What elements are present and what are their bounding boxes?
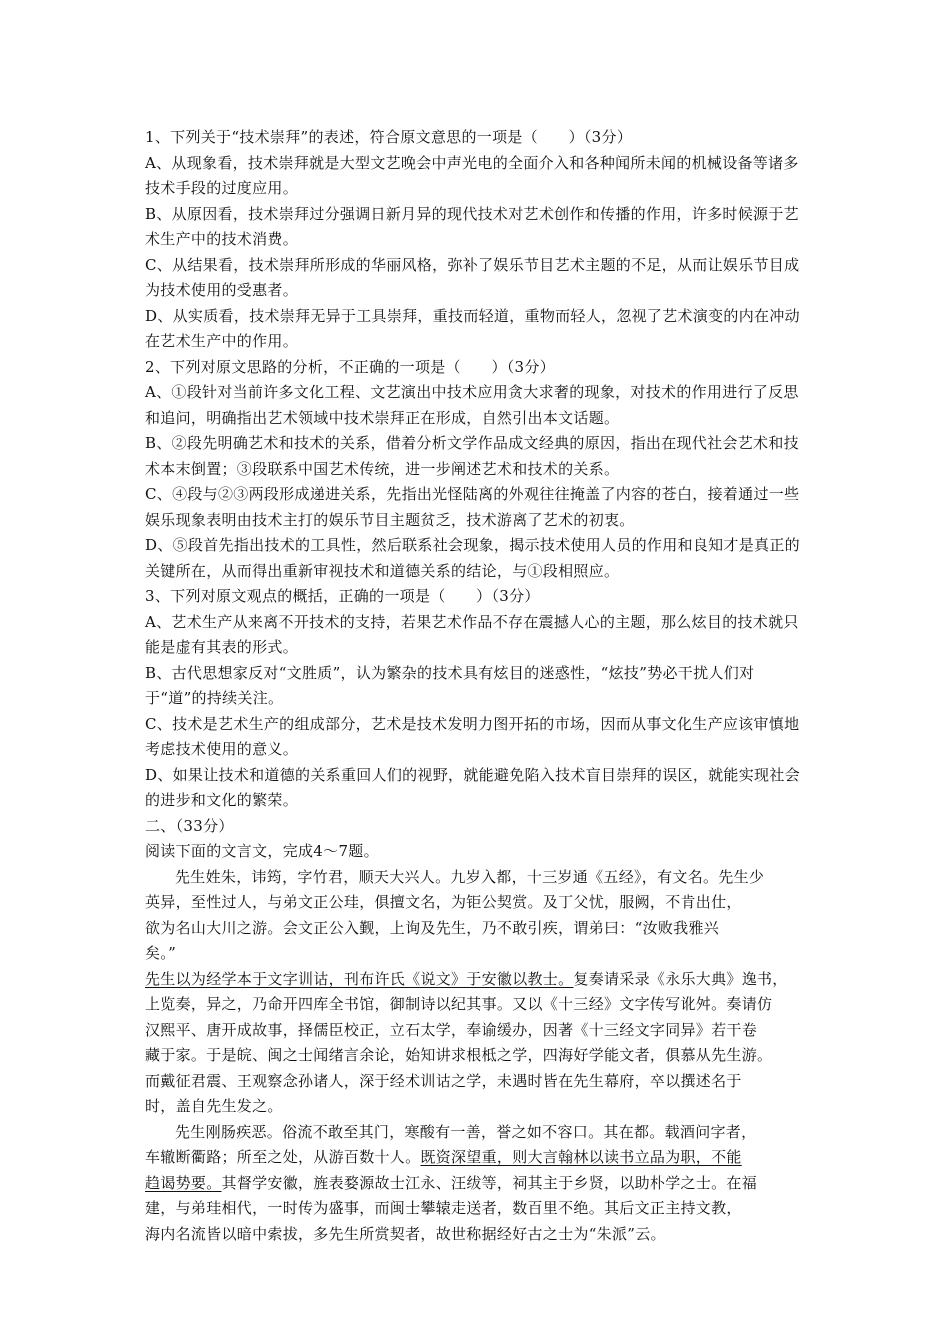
passage-p2-line-4: 藏于家。于是皖、闽之士闻绪言余论，始知讲求根柢之学，四海好学能文者，俱慕从先生游。 [145, 1046, 773, 1064]
question-2-option-d: D、⑤段首先指出技术的工具性，然后联系社会现象，揭示技术使用人员的作用和良知才是真正的关键所在，从而得出重新审视技术和道德关系的结论，与①段相照应。 [145, 536, 800, 580]
question-3-option-d: D、如果让技术和道德的关系重回人们的视野，就能避免陷入技术盲目崇拜的误区，就能实现社会的进步和文化的繁荣。 [145, 765, 800, 809]
passage-p1-line-3: 欲为名山大川之游。会文正公入觐，上询及先生，乃不敢引疾，谓弟曰：“汝败我雅兴 [145, 918, 720, 937]
passage-p2-line-6: 时，盖自先生发之。 [145, 1097, 283, 1115]
question-1-stem: 1、下列关于“技术崇拜”的表述，符合原文意思的一项是（ ）（3分） [145, 128, 633, 146]
underlined-sentence-2-part-1: 既资深望重，则大言翰林以读书立品为职，不能 [420, 1148, 742, 1166]
question-3-option-b: B、古代思想家反对“文胜质”，认为繁杂的技术具有炫目的迷惑性，“炫技”势必干扰人们对于“道”的持续关注。 [145, 663, 755, 707]
question-3-stem: 3、下列对原文观点的概括，正确的一项是（ ）（3分） [145, 587, 540, 605]
passage-p3-line-5: 海内名流皆以暗中索拔，多先生所赏契者，故世称据经好古之士为“朱派”云。 [145, 1224, 666, 1243]
passage-p3-line-3 [145, 1171, 810, 1197]
passage-p1-line-1: 先生姓朱，讳筠，字竹君，顺天大兴人。九岁入都，十三岁通《五经》，有文名。先生少 [175, 867, 765, 886]
question-3-option-a: A、艺术生产从来离不开技术的支持，若果艺术作品不存在震撼人心的主题，那么炫目的技术就只能是虚有其表的形式。 [145, 612, 799, 656]
underlined-sentence-2-part-2: 趋谒势要。 [145, 1173, 222, 1192]
passage-p3-line-3-plain: 其督学安徽，旌表婺源故士江永、汪绂等，祠其主于乡贤，以助朴学之士。在福 [221, 1173, 758, 1192]
question-2-option-c: C、④段与②③两段形成递进关系，先指出光怪陆离的外观往往掩盖了内容的苍白，接着通过一些娱乐现象表明由技术主打的娱乐节目主题贫乏，技术游离了艺术的初衷。 [145, 485, 800, 529]
question-1-option-a: A、从现象看，技术崇拜就是大型文艺晚会中声光电的全面介入和各种闻所未闻的机械设备等诸多技术手段的过度应用。 [145, 153, 799, 197]
passage-p3-line-1: 先生刚肠疾恶。俗流不敢至其门，寒酸有一善，誉之如不容口。其在都。载酒问字者， [175, 1122, 757, 1141]
question-1-option-b: B、从原因看，技术崇拜过分强调日新月异的现代技术对艺术创作和传播的作用，许多时候源于艺术生产中的技术消费。 [145, 204, 799, 248]
question-2-option-b: B、②段先明确艺术和技术的关系，借着分析文学作品成文经典的原因，指出在现代社会艺术和技术本末倒置；③段联系中国艺术传统，进一步阐述艺术和技术的关系。 [145, 434, 799, 478]
passage-p3-line-2 [145, 1145, 810, 1171]
section-2-instruction: 阅读下面的文言文，完成4～7题。 [145, 842, 379, 860]
section-2-heading: 二、（33分） [145, 816, 234, 835]
passage-p3-line-2-plain: 车辙断衢路；所至之处，从游百数十人。 [145, 1148, 421, 1166]
passage-p2-line-2: 上览奏，异之，乃命开四库全书馆，御制诗以纪其事。又以《十三经》文字传写讹舛。奏请仿 [145, 995, 773, 1013]
passage-p2-line-1 [145, 967, 810, 993]
page-content [145, 125, 810, 1247]
passage-p2-line-5: 而戴征君震、王观察念孙诸人，深于经术训诂之学，未遇时皆在先生幕府，卒以撰述名于 [145, 1071, 742, 1090]
passage-p3-line-4: 建，与弟珪相代，一时传为盛事，而闽士攀辕走送者，数百里不绝。其后文正主持文教， [145, 1199, 742, 1217]
passage-p1-line-4: 矣。” [145, 944, 177, 962]
question-2-stem: 2、下列对原文思路的分析，不正确的一项是（ ）（3分） [145, 357, 555, 376]
passage-p1-line-2: 英异，至性过人，与弟文正公珪，俱擅文名，为钜公契赏。及丁父忧，服阙，不肯出仕， [145, 893, 742, 911]
question-1-option-c: C、从结果看，技术崇拜所形成的华丽风格，弥补了娱乐节目艺术主题的不足，从而让娱乐节目成为技术使用的受惠者。 [145, 255, 800, 299]
question-3-option-c: C、技术是艺术生产的组成部分，艺术是技术发明力图开拓的市场，因而从事文化生产应该审慎地考虑技术使用的意义。 [145, 714, 800, 758]
passage-p2-line-3: 汉熙平、唐开成故事，择儒臣校正，立石太学，奉谕缓办，因著《十三经文字同异》若干卷 [145, 1020, 758, 1039]
passage-p2-line-1-rest: 复奏请采录《永乐大典》逸书， [573, 969, 788, 988]
question-2-option-a: A、①段针对当前许多文化工程、文艺演出中技术应用贪大求奢的现象，对技术的作用进行了反思和追问，明确指出艺术领域中技术崇拜正在形成，自然引出本文话题。 [145, 383, 799, 427]
underlined-sentence-1: 先生以为经学本于文字训诂，刊布许氏《说文》于安徽以教士。 [145, 969, 574, 988]
question-1-option-d: D、从实质看，技术崇拜无异于工具崇拜，重技而轻道，重物而轻人，忽视了艺术演变的内在冲动在艺术生产中的作用。 [145, 306, 800, 350]
